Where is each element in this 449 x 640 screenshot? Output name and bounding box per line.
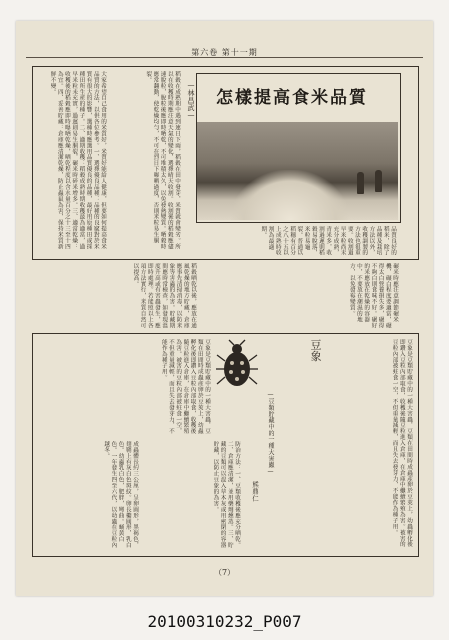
bean-weevil-illustration [214, 339, 260, 391]
document-page [16, 21, 433, 596]
header-rule [26, 57, 423, 58]
rice-article-under-photo: 品質良好的稻米，除了品種及栽培方法以外，收穫調製的方法也很重要。收割過早米粒尚未充分成熟，青米多，收割過遲則稻穀易脫落，米粒易龜裂。普通以稻穗有百分之八十五以上成熟時收割為最適期。 [260, 226, 396, 256]
rice-article-author: —林昌武— [187, 81, 195, 120]
bean-weevil-title: 豆象 [309, 339, 322, 362]
lower-left-upper-text: 稻穀晒乾以後，應放在通風乾燥的地方貯藏，倉庫應事先清掃消毒，以防米象等害蟲的為害。貯藏期間應時常檢查，如發現溫度升高或有害蟲發生，應即時處理。若能照以上各項方法實行，米質自然可以提高。 [132, 263, 196, 329]
archive-id: 20100310232_P007 [147, 612, 302, 631]
lower-right-upper-text: 碾米時應注意調節碾米機，碾白程度要適當，碾得太白營養損失多，碾得不夠白則食味不好。碾好的米應放在乾燥的容器中，不要放在潮濕的地方，以免發霉變質。 [348, 263, 398, 329]
person-figure [375, 170, 382, 192]
page-header: 第六卷 第十一期 [191, 48, 258, 57]
rice-article-left-text: 大家希望自己食用的米質好，米質好能給人健康，但要如何提高食米品質的方法，以供各位參考。一、選擇優良品種：品種的良窳對於米質有很大的影響，選種時應選用品質優良的品種，最好用原種田或採種田所生產的種子。二、適期收穫：稻穀成熟時期收穫最為適當，過早米粒未充實，過遲則易生胴裂，碾米時碎米增多。三、適當乾燥：收穫後的稻穀應即時曝晒乾燥，晒乾程度以含水量百分之十三至十四為宜。四、妥善貯藏：倉庫應清潔乾燥，防止蟲鼠為害，保持米質新鮮不變。 [49, 71, 106, 250]
rice-article-left-text-2: 稻穀在成熟期中遇到連日下雨，稻穀在田中發芽，米質就會變劣。所以在收穫時期應注意天氣的變化，選擇晴天收割。收割後的稻穀應儘速脫粒，脫粒後應即時晒乾，不可堆積太久，以免發熱變質。晒穀時應常翻動，使乾燥均勻，不可在烈日下曝晒過度，否則米粒易生胴裂。 [145, 71, 180, 250]
page-number: （7） [213, 568, 236, 577]
bean-weevil-text-b: 成蟲體長約三公厘，呈卵圓形，黑褐色，翅鞘上有灰白色斑紋。卵長橢圓形，乳白色。幼蟲乳白色，肥胖，彎曲。蛹黃白色。一年發生四至六代，以幼蟲在豆粒內越冬。 [103, 441, 138, 549]
bean-weevil-author: 熊鼎仁 [251, 481, 259, 502]
rice-field-photo [197, 122, 398, 220]
rice-article-title: 怎樣提高食米品質 [216, 88, 368, 108]
bean-weevil-subtitle: —豆類貯藏中的一種大害蟲— [267, 391, 274, 476]
bean-weevil-text-c: 防治方法：一、豆類收穫後應充分晒乾。二、倉庫應清潔，並用藥劑燻蒸。三、貯藏的豆類可以混入草木灰或用密閉的容器貯藏，以防止豆象的為害。 [212, 441, 240, 549]
grain-pile [231, 170, 349, 220]
bean-weevil-text-right: 豆象是豆類貯藏中的一種大害蟲，豆類在田間時成蟲產卵於豆莢上，幼蟲孵化後即鑽入豆粒內部取食，收穫後隨豆粒進入倉庫，在倉庫中繼續繁殖為害。被害的豆粒內部被蛀食一空，不但重量減輕，而且失去發芽力，不能作為種子用。 [391, 339, 412, 548]
person-figure [357, 172, 364, 194]
bean-weevil-text-a: 豆象是豆類貯藏中的一種大害蟲，豆類在田間時成蟲產卵於豆莢上，幼蟲孵化後即鑽入豆粒內部取食，收穫後隨豆粒進入倉庫，在倉庫中繼續繁殖為害。被害的豆粒內部被蛀食一空，不但重量減輕，而且失去發芽力，不能作為種子用。 [160, 339, 210, 435]
